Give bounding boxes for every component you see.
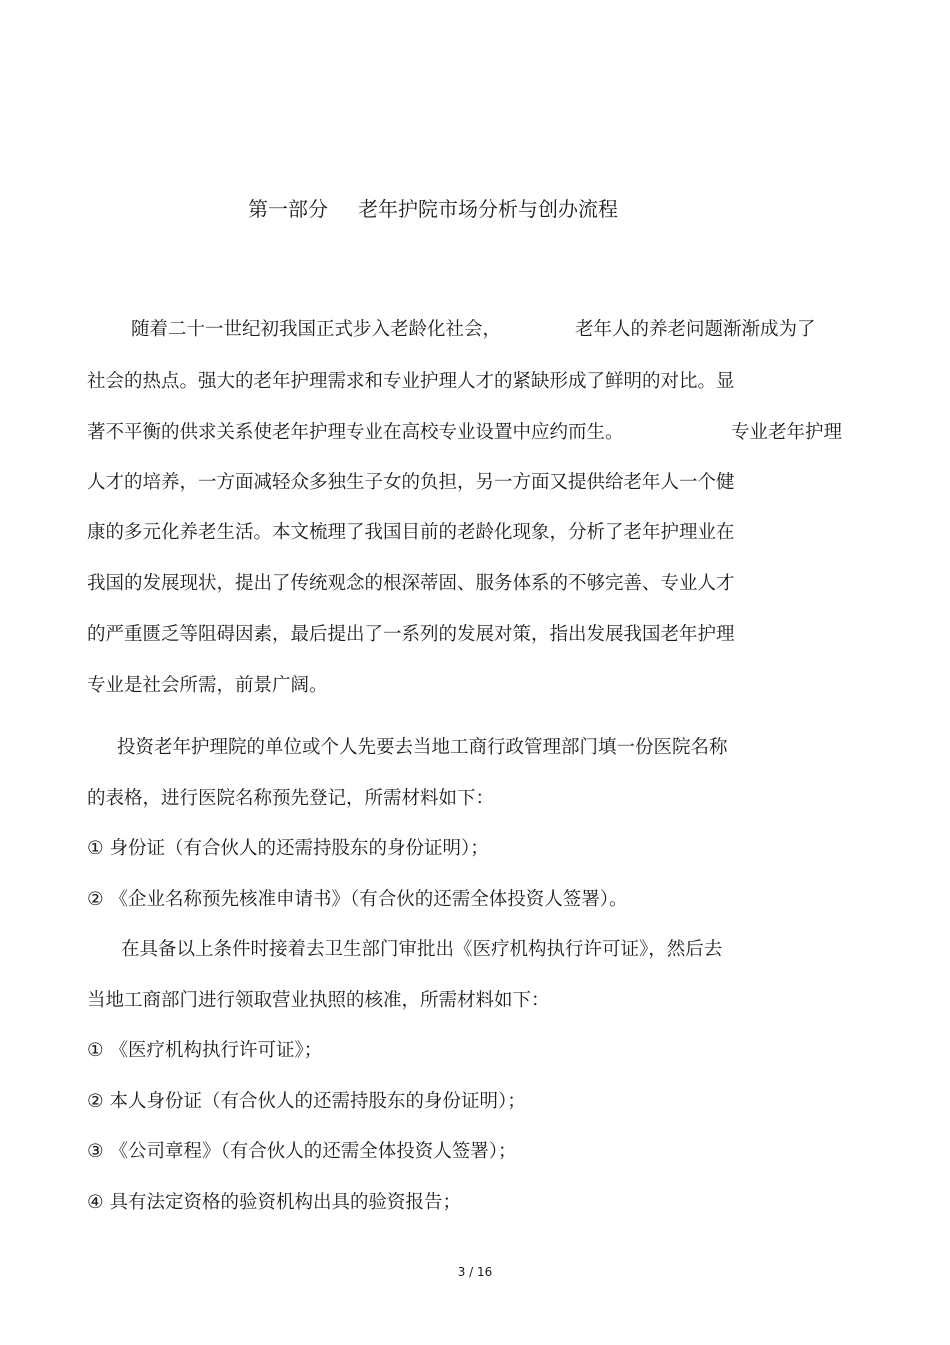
paragraph-line: 社会的热点。强大的老年护理需求和专业护理人才的紧缺形成了鲜明的对比。显 [87, 371, 735, 392]
paragraph-line: 随着二十一世纪初我国正式步入老龄化社会， [131, 319, 502, 340]
paragraph-line: 老年人的养老问题渐渐成为了 [575, 319, 816, 340]
paragraph-line: 专业是社会所需，前景广阔。 [87, 675, 328, 696]
list-item: ① 《医疗机构执行许可证》； [87, 1040, 323, 1061]
list-item: ③ 《公司章程》（有合伙人的还需全体投资人签署）； [87, 1141, 517, 1162]
paragraph-line: 的严重匮乏等阻碍因素，最后提出了一系列的发展对策，指出发展我国老年护理 [87, 624, 735, 645]
page-number: 3 / 16 [457, 1265, 493, 1279]
page-title [248, 196, 618, 222]
list-item: ② 《企业名称预先核准申请书》（有合伙的还需全体投资人签署）。 [87, 889, 628, 910]
paragraph-line: 人才的培养，一方面减轻众多独生子女的负担，另一方面又提供给老年人一个健 [87, 472, 735, 493]
paragraph-line: 康的多元化养老生活。本文梳理了我国目前的老龄化现象，分析了老年护理业在 [87, 522, 735, 543]
title-text: 老年护院市场分析与创办流程 [358, 197, 618, 221]
paragraph-line: 投资老年护理院的单位或个人先要去当地工商行政管理部门填一份医院名称 [117, 737, 728, 758]
paragraph-line: 我国的发展现状，提出了传统观念的根深蒂固、服务体系的不够完善、专业人才 [87, 573, 735, 594]
paragraph-line: 著不平衡的供求关系使老年护理专业在高校专业设置中应约而生。 [87, 422, 624, 443]
list-item: ① 身份证（有合伙人的还需持股东的身份证明）； [87, 838, 489, 859]
title-part: 第一部分 [248, 197, 328, 221]
paragraph-line: 专业老年护理 [731, 422, 843, 443]
paragraph-line: 的表格，进行医院名称预先登记，所需材料如下： [87, 788, 495, 809]
paragraph-line: 在具备以上条件时接着去卫生部门审批出《医疗机构执行许可证》，然后去 [121, 939, 723, 960]
list-item: ④ 具有法定资格的验资机构出具的验资报告； [87, 1192, 461, 1213]
list-item: ② 本人身份证（有合伙人的还需持股东的身份证明）； [87, 1091, 526, 1112]
paragraph-line: 当地工商部门进行领取营业执照的核准，所需材料如下： [87, 990, 550, 1011]
